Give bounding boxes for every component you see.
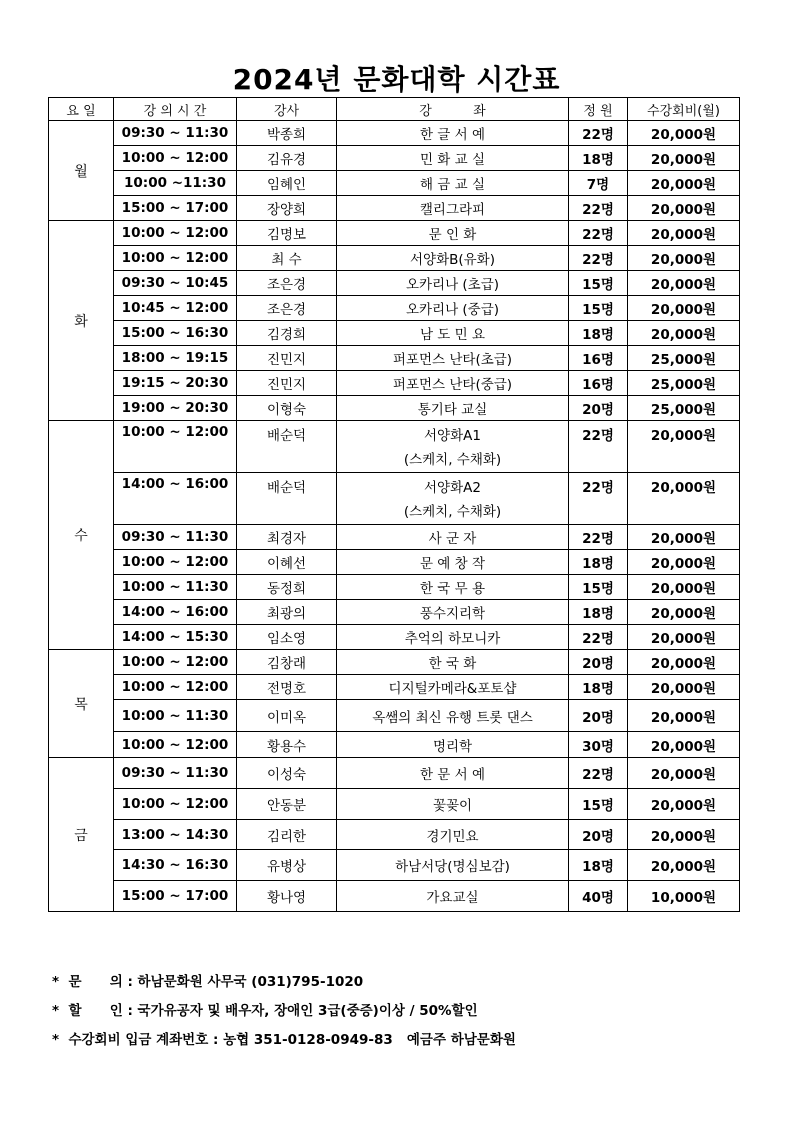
capacity-cell: 15명: [569, 575, 628, 600]
fee-cell: 20,000원: [628, 321, 740, 346]
fee-cell: 20,000원: [628, 600, 740, 625]
day-cell: 수: [49, 421, 114, 650]
fee-cell: 20,000원: [628, 271, 740, 296]
capacity-cell: 18명: [569, 600, 628, 625]
course-cell: 퍼포먼스 난타(초급): [337, 346, 569, 371]
table-row: [49, 881, 740, 912]
table-row: [49, 820, 740, 850]
time-cell: 10:00 ~ 12:00: [114, 675, 237, 700]
capacity-cell: 20명: [569, 820, 628, 850]
fee-cell: 25,000원: [628, 396, 740, 421]
capacity-cell: 15명: [569, 271, 628, 296]
teacher-cell: 김경희: [237, 321, 337, 346]
schedule-table: [48, 97, 740, 912]
header-time: 강 의 시 간: [114, 98, 237, 121]
fee-cell: 20,000원: [628, 171, 740, 196]
time-cell: 14:00 ~ 16:00: [114, 600, 237, 625]
course-cell: 민 화 교 실: [337, 146, 569, 171]
course-subtitle: (스케치, 수채화): [403, 504, 502, 520]
capacity-cell: 22명: [569, 196, 628, 221]
table-row: [49, 371, 740, 396]
fee-cell: 20,000원: [628, 820, 740, 850]
table-row: [49, 625, 740, 650]
course-cell: 가요교실: [337, 881, 569, 912]
fee-cell: 20,000원: [628, 525, 740, 550]
course-cell: [337, 473, 569, 525]
time-cell: 10:00 ~ 12:00: [114, 246, 237, 271]
fee-cell: 20,000원: [628, 121, 740, 146]
time-cell: 10:00 ~ 12:00: [114, 732, 237, 758]
teacher-cell: 임소영: [237, 625, 337, 650]
teacher-cell: 동정희: [237, 575, 337, 600]
teacher-cell: 전명호: [237, 675, 337, 700]
capacity-cell: 7명: [569, 171, 628, 196]
table-row: [49, 396, 740, 421]
table-row: [49, 221, 740, 246]
note-discount: * 할 인 : 국가유공자 및 배우자, 장애인 3급(중증)이상 / 50%할인: [52, 1002, 478, 1019]
time-cell: 18:00 ~ 19:15: [114, 346, 237, 371]
teacher-cell: 최 수: [237, 246, 337, 271]
table-row: [49, 850, 740, 881]
teacher-cell: 최경자: [237, 525, 337, 550]
fee-cell: 20,000원: [628, 196, 740, 221]
table-row: [49, 296, 740, 321]
table-row: [49, 650, 740, 675]
teacher-cell: 이형숙: [237, 396, 337, 421]
capacity-cell: 22명: [569, 525, 628, 550]
header-fee: 수강회비(월): [628, 98, 740, 121]
time-cell: 10:00 ~11:30: [114, 171, 237, 196]
capacity-cell: 18명: [569, 321, 628, 346]
page-title: 2024년 문화대학 시간표: [232, 63, 561, 96]
table-row: [49, 196, 740, 221]
teacher-cell: 이미옥: [237, 700, 337, 732]
fee-cell: 20,000원: [628, 850, 740, 881]
fee-cell: 20,000원: [628, 675, 740, 700]
header-teacher: 강사: [237, 98, 337, 121]
course-cell: 퍼포먼스 난타(중급): [337, 371, 569, 396]
teacher-cell: 배순덕: [237, 473, 337, 525]
teacher-cell: 박종희: [237, 121, 337, 146]
time-cell: 15:00 ~ 17:00: [114, 881, 237, 912]
course-cell: 오카리나 (중급): [337, 296, 569, 321]
table-row: [49, 525, 740, 550]
day-cell: 월: [49, 121, 114, 221]
course-cell: 문 인 화: [337, 221, 569, 246]
course-cell: 꽃꽂이: [337, 789, 569, 820]
capacity-cell: 15명: [569, 789, 628, 820]
table-row: [49, 758, 740, 789]
fee-cell: 20,000원: [628, 625, 740, 650]
teacher-cell: 배순덕: [237, 421, 337, 473]
course-cell: 풍수지리학: [337, 600, 569, 625]
time-cell: 14:30 ~ 16:30: [114, 850, 237, 881]
fee-cell: 20,000원: [628, 296, 740, 321]
time-cell: 19:00 ~ 20:30: [114, 396, 237, 421]
day-cell: 화: [49, 221, 114, 421]
time-cell: 10:00 ~ 11:30: [114, 700, 237, 732]
course-cell: 통기타 교실: [337, 396, 569, 421]
course-cell: 한 문 서 예: [337, 758, 569, 789]
table-row: [49, 700, 740, 732]
table-row: [49, 473, 740, 525]
capacity-cell: 15명: [569, 296, 628, 321]
time-cell: 09:30 ~ 11:30: [114, 758, 237, 789]
capacity-cell: 16명: [569, 346, 628, 371]
table-row: [49, 246, 740, 271]
time-cell: 09:30 ~ 11:30: [114, 121, 237, 146]
course-cell: 명리학: [337, 732, 569, 758]
teacher-cell: 김명보: [237, 221, 337, 246]
capacity-cell: 22명: [569, 246, 628, 271]
fee-cell: 20,000원: [628, 700, 740, 732]
teacher-cell: 이혜선: [237, 550, 337, 575]
time-cell: 10:45 ~ 12:00: [114, 296, 237, 321]
capacity-cell: 22명: [569, 421, 628, 473]
table-row: [49, 321, 740, 346]
capacity-cell: 30명: [569, 732, 628, 758]
teacher-cell: 조은경: [237, 271, 337, 296]
notes: [52, 965, 516, 1052]
teacher-cell: 김창래: [237, 650, 337, 675]
day-cell: 목: [49, 650, 114, 758]
capacity-cell: 18명: [569, 850, 628, 881]
course-cell: 문 예 창 작: [337, 550, 569, 575]
time-cell: 15:00 ~ 17:00: [114, 196, 237, 221]
teacher-cell: 황나영: [237, 881, 337, 912]
course-cell: 오카리나 (초급): [337, 271, 569, 296]
teacher-cell: 이성숙: [237, 758, 337, 789]
capacity-cell: 40명: [569, 881, 628, 912]
course-subtitle: (스케치, 수채화): [403, 452, 502, 468]
fee-cell: 20,000원: [628, 221, 740, 246]
fee-cell: 20,000원: [628, 758, 740, 789]
teacher-cell: 황용수: [237, 732, 337, 758]
teacher-cell: 진민지: [237, 346, 337, 371]
time-cell: 15:00 ~ 16:30: [114, 321, 237, 346]
teacher-cell: 김유경: [237, 146, 337, 171]
fee-cell: 10,000원: [628, 881, 740, 912]
time-cell: 10:00 ~ 12:00: [114, 789, 237, 820]
capacity-cell: 18명: [569, 146, 628, 171]
capacity-cell: 20명: [569, 700, 628, 732]
fee-cell: 20,000원: [628, 732, 740, 758]
fee-cell: 25,000원: [628, 371, 740, 396]
course-cell: 해 금 교 실: [337, 171, 569, 196]
capacity-cell: 22명: [569, 625, 628, 650]
time-cell: 10:00 ~ 12:00: [114, 650, 237, 675]
time-cell: 09:30 ~ 11:30: [114, 525, 237, 550]
table-row: [49, 550, 740, 575]
time-cell: 10:00 ~ 12:00: [114, 421, 237, 473]
header-capacity: 정 원: [569, 98, 628, 121]
time-cell: 14:00 ~ 16:00: [114, 473, 237, 525]
fee-cell: 20,000원: [628, 146, 740, 171]
course-cell: 추억의 하모니카: [337, 625, 569, 650]
course-cell: 한 국 화: [337, 650, 569, 675]
capacity-cell: 22명: [569, 758, 628, 789]
time-cell: 09:30 ~ 10:45: [114, 271, 237, 296]
header-row: [49, 98, 740, 121]
teacher-cell: 진민지: [237, 371, 337, 396]
fee-cell: 20,000원: [628, 575, 740, 600]
course-cell: 서양화B(유화): [337, 246, 569, 271]
capacity-cell: 22명: [569, 473, 628, 525]
fee-cell: 20,000원: [628, 246, 740, 271]
time-cell: 14:00 ~ 15:30: [114, 625, 237, 650]
time-cell: 13:00 ~ 14:30: [114, 820, 237, 850]
table-row: [49, 121, 740, 146]
course-cell: 경기민요: [337, 820, 569, 850]
course-cell: 옥쌤의 최신 유행 트롯 댄스: [337, 700, 569, 732]
time-cell: 19:15 ~ 20:30: [114, 371, 237, 396]
header-day: 요 일: [49, 98, 114, 121]
fee-cell: 20,000원: [628, 550, 740, 575]
capacity-cell: 16명: [569, 371, 628, 396]
table-row: [49, 271, 740, 296]
capacity-cell: 20명: [569, 396, 628, 421]
course-name: 서양화A2: [424, 480, 481, 496]
capacity-cell: 18명: [569, 550, 628, 575]
time-cell: 10:00 ~ 12:00: [114, 221, 237, 246]
fee-cell: 20,000원: [628, 421, 740, 473]
time-cell: 10:00 ~ 12:00: [114, 550, 237, 575]
capacity-cell: 22명: [569, 121, 628, 146]
table-row: [49, 789, 740, 820]
note-inquiry: * 문 의 : 하남문화원 사무국 (031)795-1020: [52, 973, 364, 990]
table-row: [49, 171, 740, 196]
teacher-cell: 장양희: [237, 196, 337, 221]
table-row: [49, 675, 740, 700]
teacher-cell: 김리한: [237, 820, 337, 850]
course-cell: 캘리그라피: [337, 196, 569, 221]
teacher-cell: 임혜인: [237, 171, 337, 196]
teacher-cell: 조은경: [237, 296, 337, 321]
course-name: 서양화A1: [424, 428, 481, 444]
time-cell: 10:00 ~ 11:30: [114, 575, 237, 600]
teacher-cell: 안동분: [237, 789, 337, 820]
course-cell: 디지털카메라&포토샵: [337, 675, 569, 700]
fee-cell: 20,000원: [628, 473, 740, 525]
fee-cell: 25,000원: [628, 346, 740, 371]
table-row: [49, 575, 740, 600]
fee-cell: 20,000원: [628, 650, 740, 675]
fee-cell: 20,000원: [628, 789, 740, 820]
course-cell: 한 국 무 용: [337, 575, 569, 600]
capacity-cell: 18명: [569, 675, 628, 700]
course-cell: [337, 421, 569, 473]
note-account: * 수강회비 입금 계좌번호 : 농협 351-0128-0949-83 예금주 하남문화원: [52, 1031, 516, 1048]
teacher-cell: 최광의: [237, 600, 337, 625]
table-row: [49, 600, 740, 625]
course-cell: 사 군 자: [337, 525, 569, 550]
table-row: [49, 346, 740, 371]
course-cell: 하남서당(명심보감): [337, 850, 569, 881]
capacity-cell: 22명: [569, 221, 628, 246]
capacity-cell: 20명: [569, 650, 628, 675]
table-row: [49, 146, 740, 171]
course-cell: 한 글 서 예: [337, 121, 569, 146]
time-cell: 10:00 ~ 12:00: [114, 146, 237, 171]
day-cell: 금: [49, 758, 114, 912]
table-row: [49, 732, 740, 758]
teacher-cell: 유병상: [237, 850, 337, 881]
table-row: [49, 421, 740, 473]
course-cell: 남 도 민 요: [337, 321, 569, 346]
header-course: 강 좌: [337, 98, 569, 121]
